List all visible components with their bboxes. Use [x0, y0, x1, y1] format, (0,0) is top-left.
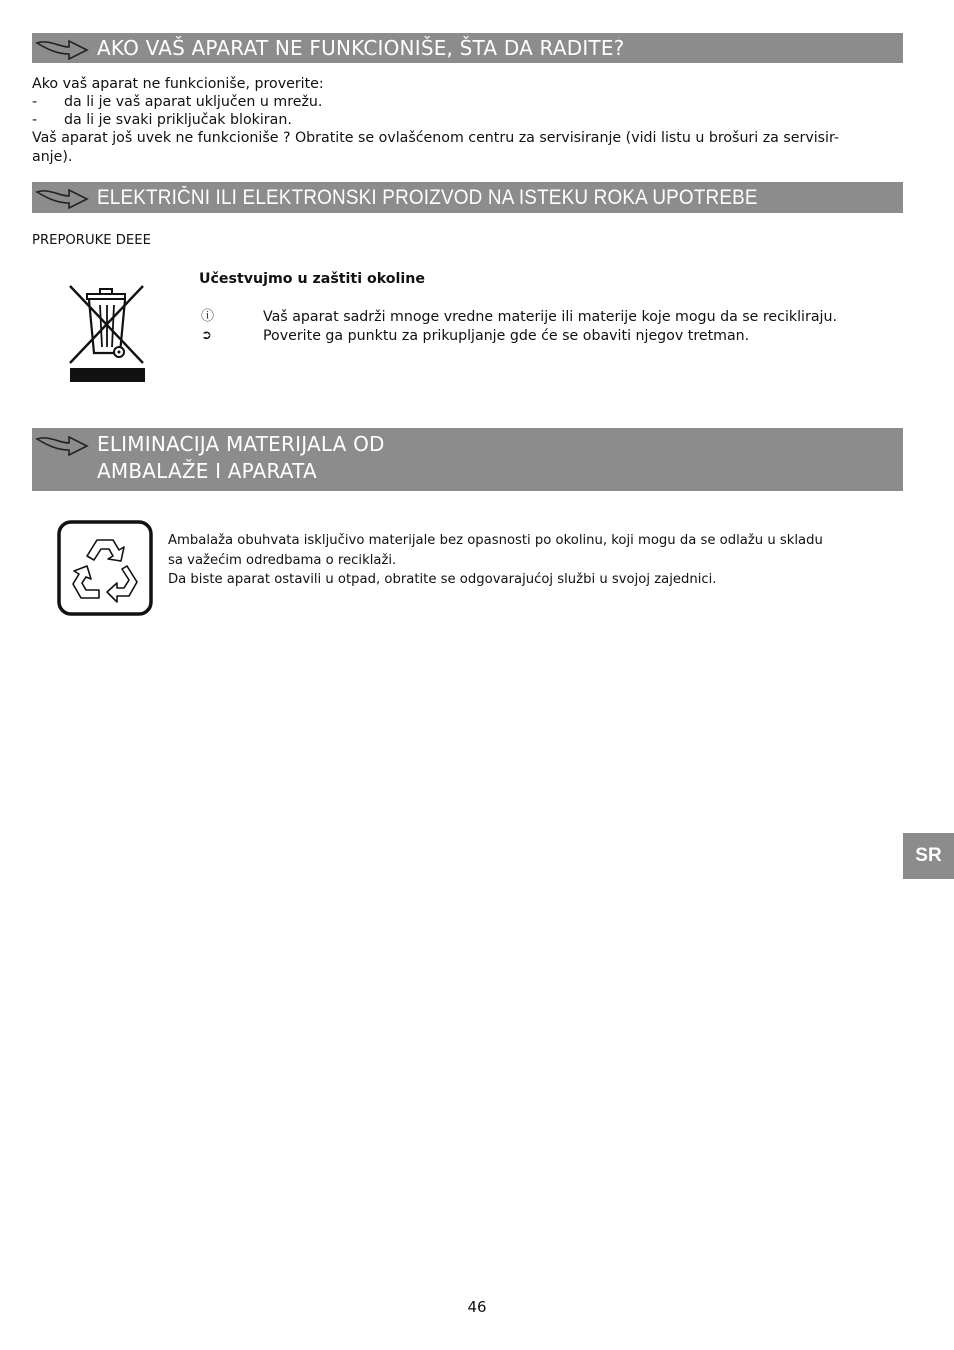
packaging-text: Da biste aparat ostavili u otpad, obratite se odgovarajućoj službi u svojoj zajednici. [168, 572, 717, 587]
section-header-weee [32, 182, 903, 213]
arrow-bullet-icon: ➲ [201, 328, 212, 343]
section-title: ELIMINACIJA MATERIJALA OD [97, 432, 385, 456]
page-number: 46 [467, 1298, 487, 1316]
arrow-icon [35, 431, 91, 459]
section-title: ELEKTRIČNI ILI ELEKTRONSKI PROIZVOD NA ISTEKU ROKA UPOTREBE [97, 186, 758, 209]
service-text-cont: anje). [32, 149, 73, 165]
arrow-icon [35, 35, 91, 63]
list-item-bullet: - [32, 112, 38, 128]
list-item: da li je svaki priključak blokiran. [64, 112, 292, 128]
section-header-packaging [32, 428, 903, 491]
packaging-text: Ambalaža obuhvata isključivo materijale bez opasnosti po okolinu, koji mogu da se odlažu u skladu [168, 533, 823, 548]
info-icon: ⓘ [201, 309, 215, 324]
section-title-cont: AMBALAŽE I APARATA [97, 459, 317, 483]
packaging-text: sa važećim odredbama o reciklaži. [168, 553, 397, 568]
weee-heading: Učestvujmo u zaštiti okoline [199, 271, 426, 287]
weee-item: Vaš aparat sadrži mnoge vredne materije ili materije koje mogu da se recikliraju. [263, 309, 837, 325]
troubleshoot-intro: Ako vaš aparat ne funkcioniše, proverite: [32, 76, 324, 92]
crossed-bin-icon [67, 283, 147, 383]
service-text: Vaš aparat još uvek ne funkcioniše ? Obratite se ovlašćenom centru za servisiranje (vidi listu u brošuri za servisir- [32, 130, 840, 146]
language-tab: SR [903, 833, 954, 879]
section-header-troubleshooting [32, 33, 903, 63]
weee-item: Poverite ga punktu za prikupljanje gde će se obaviti njegov tretman. [263, 328, 750, 344]
recycle-icon [57, 520, 153, 616]
weee-label: PREPORUKE DEEE [32, 233, 151, 248]
list-item-bullet: - [32, 94, 38, 110]
section-title: AKO VAŠ APARAT NE FUNKCIONIŠE, ŠTA DA RADITE? [97, 36, 625, 60]
arrow-icon [35, 184, 91, 212]
list-item: da li je vaš aparat uključen u mrežu. [64, 94, 323, 110]
